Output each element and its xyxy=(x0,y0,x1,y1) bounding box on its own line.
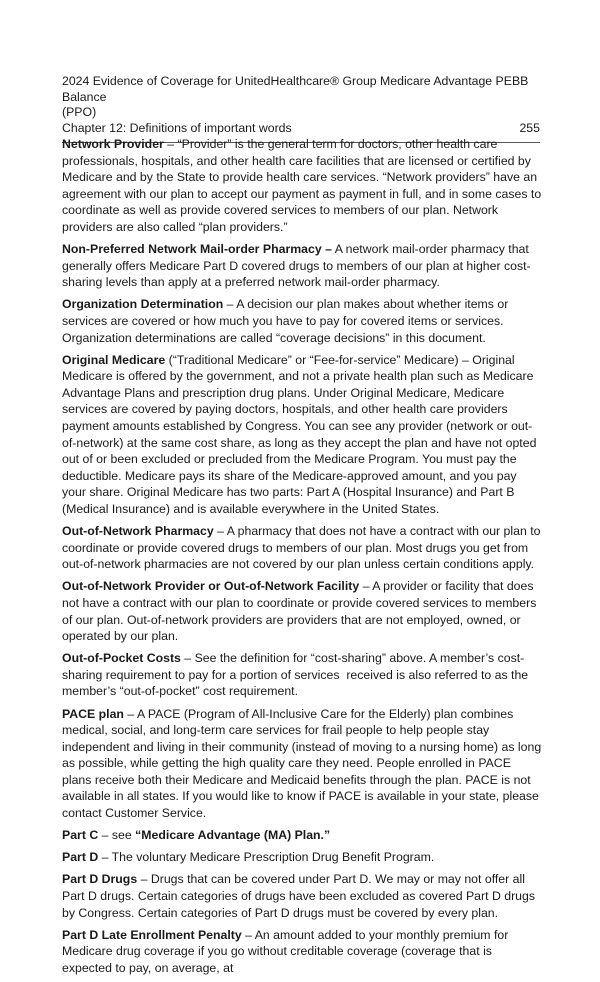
definition-text: The voluntary Medicare Prescription Drug Benefit Program. xyxy=(111,850,435,865)
definition-entry xyxy=(62,650,542,700)
separator: – xyxy=(98,828,112,843)
page-header xyxy=(62,74,540,143)
chapter-title: Chapter 12: Definitions of important words xyxy=(62,120,292,135)
definition-text: Drugs that can be covered under Part D. We may or may not offer all Part D drugs. Certain categories of drugs have been excluded as covered Part D drugs by Congress. Certain categories of Part D drugs must be covered by every plan. xyxy=(62,872,536,920)
definition-text: (“Traditional Medicare” or “Fee-for-service” Medicare) – Original Medicare is offered by the government, and not a private health plan such as Medicare Advantage Plans and prescription drug plans. Under Original Medicare, Medicare services are covered by paying doctors, hospitals, and other health care providers payment amounts established by Congress. You can see any provider (network or out-of-network) at the same cost share, as long as they accept the plan and have not opted out of or been excluded or precluded from the Medicare Program. You must pay the deductible. Medicare pays its share of the Medicare-approved amount, and you pay your share. Original Medicare has two parts: Part A (Hospital Insurance) and Part B (Medical Insurance) and is available everywhere in the United States. xyxy=(62,352,537,516)
definition-term: Out-of-Network Provider or Out-of-Network Facility xyxy=(62,579,360,594)
definition-entry xyxy=(62,849,542,866)
title-line-2: (PPO) xyxy=(62,105,97,119)
separator: – xyxy=(180,651,195,666)
document-title xyxy=(62,74,540,121)
definition-text: An amount added to your monthly premium for Medicare drug coverage if you go without creditable coverage (coverage that is expected to pay, on average, at xyxy=(62,927,509,975)
definition-term: Network Provider xyxy=(62,137,164,151)
definition-entry xyxy=(62,927,542,977)
definition-text: see xyxy=(111,828,136,843)
definition-entry xyxy=(62,523,542,573)
definition-text: A pharmacy that does not have a contract with our plan to coordinate or provide covered drugs to members of our plan. Most drugs you get from out-of-network pharmacies are not covered by our plan unless certain conditions apply. xyxy=(62,524,541,572)
definition-term: PACE plan xyxy=(62,706,124,721)
definition-term: Out-of-Network Pharmacy xyxy=(62,524,214,539)
definition-text: See the definition for “cost-sharing” above. A member’s cost-sharing requirement to pay for a portion of services received is also referred to as the member’s “out-of-pocket” cost requirement. xyxy=(62,651,532,699)
definition-entry xyxy=(62,706,542,822)
definition-term: Original Medicare xyxy=(62,352,166,367)
cross-reference: “Medicare Advantage (MA) Plan.” xyxy=(135,828,331,843)
definition-term: Part C xyxy=(62,828,99,843)
separator: – xyxy=(241,927,255,942)
definition-term: Part D Drugs xyxy=(62,872,138,887)
definition-entry xyxy=(62,296,542,346)
separator: – xyxy=(123,706,137,721)
definition-entry xyxy=(62,871,542,921)
definition-term: Organization Determination xyxy=(62,297,224,312)
separator: – xyxy=(359,579,373,594)
separator: – xyxy=(98,850,112,865)
definition-entry xyxy=(62,352,542,518)
definition-text: A provider or facility that does not have a contract with our plan to coordinate or provide covered services to members of our plan. Out-of-network providers are providers that are not employed, owned, or operated by our plan. xyxy=(62,579,537,644)
definition-entry xyxy=(62,578,542,644)
definitions-list xyxy=(62,136,542,982)
separator: – xyxy=(223,297,237,312)
definition-term: Part D xyxy=(62,850,99,865)
definition-term: Part D Late Enrollment Penalty xyxy=(62,927,242,942)
definition-entry xyxy=(62,241,542,291)
title-line-1: 2024 Evidence of Coverage for UnitedHealthcare® Group Medicare Advantage PEBB Balance xyxy=(62,74,529,104)
separator: – xyxy=(163,137,178,151)
definition-text: A network mail-order pharmacy that generally offers Medicare Part D covered drugs to members of our plan at higher cost-sharing levels than apply at a preferred network mail-order pharmacy. xyxy=(62,242,531,290)
definition-term: Non-Preferred Network Mail-order Pharmacy – xyxy=(62,242,332,257)
definition-text: A PACE (Program of All-Inclusive Care for the Elderly) plan combines medical, social, and long-term care services for frail people to help people stay independent and living in their community (instead of moving to a nursing home) as long as possible, while getting the high quality care they need. People enrolled in PACE plans receive both their Medicare and Medicaid benefits through the plan. PACE is not available in all states. If you would like to know if PACE is available in your state, please contact Customer Service. xyxy=(62,706,542,821)
separator: – xyxy=(137,872,151,887)
definition-text: “Provider” is the general term for doctors, other health care professionals, hospitals, and other health care facilities that are licensed or certified by Medicare and by the State to provide health care services. “Network providers” have an agreement with our plan to accept our payment as payment in full, and in some cases to coordinate as well as provide covered services to members of our plan. Network providers are also called “plan providers.” xyxy=(62,137,542,234)
definition-entry xyxy=(62,827,542,844)
definition-text: A decision our plan makes about whether items or services are covered or how much you have to pay for covered items or services. Organization determinations are called “coverage decisions” in this document. xyxy=(62,297,509,345)
page-number: 255 xyxy=(519,120,540,135)
separator: – xyxy=(213,524,227,539)
definition-term: Out-of-Pocket Costs xyxy=(62,651,181,666)
definition-entry xyxy=(62,136,542,236)
